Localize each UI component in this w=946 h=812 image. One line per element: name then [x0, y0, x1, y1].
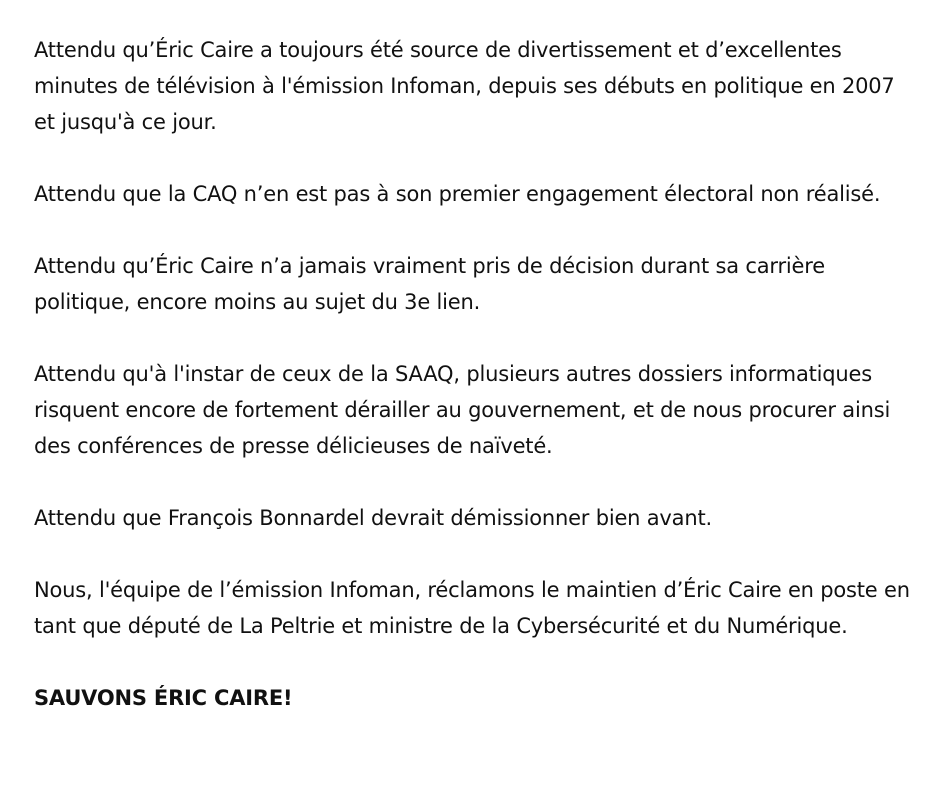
paragraph-1: Attendu qu’Éric Caire a toujours été source de divertissement et d’excellentes minutes de télévision à l'émission Infoman, depuis ses débuts en politique en 2007 et jusqu'à ce jour. — [34, 38, 895, 134]
paragraph-4: Attendu qu'à l'instar de ceux de la SAAQ, plusieurs autres dossiers informatiques risquent encore de fortement dérailler au gouvernement, et de nous procurer ainsi des conférences de presse délicieuses de naïveté. — [34, 362, 891, 458]
paragraph-5: Attendu que François Bonnardel devrait démissionner bien avant. — [34, 506, 712, 530]
paragraph-2: Attendu que la CAQ n’en est pas à son premier engagement électoral non réalisé. — [34, 182, 881, 206]
paragraph-6: Nous, l'équipe de l’émission Infoman, réclamons le maintien d’Éric Caire en poste en tant que député de La Peltrie et ministre de la Cybersécurité et du Numérique. — [34, 578, 910, 638]
closing-slogan: SAUVONS ÉRIC CAIRE! — [34, 686, 293, 710]
paragraph-3: Attendu qu’Éric Caire n’a jamais vraiment pris de décision durant sa carrière politique, encore moins au sujet du 3e lien. — [34, 254, 825, 314]
